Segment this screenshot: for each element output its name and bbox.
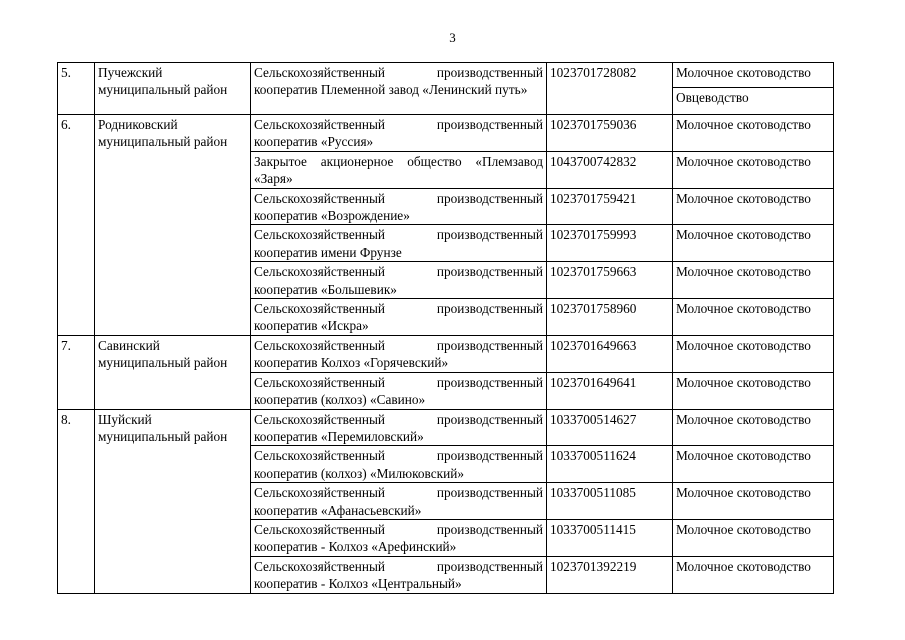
- ogrn-cell: 1023701649663: [547, 335, 673, 372]
- organization-cell: Сельскохозяйственный производственный кооператив «Афанасьевский»: [251, 483, 547, 520]
- table-row: [58, 115, 834, 152]
- organization-cell: Сельскохозяйственный производственный кооператив - Колхоз «Центральный»: [251, 556, 547, 593]
- ogrn-cell: 1023701649641: [547, 372, 673, 409]
- ogrn-cell: 1023701759036: [547, 115, 673, 152]
- row-number: 7.: [58, 335, 95, 409]
- ogrn-cell: 1023701759993: [547, 225, 673, 262]
- organization-cell: Сельскохозяйственный производственный кооператив «Руссия»: [251, 115, 547, 152]
- ogrn-cell: 1023701759421: [547, 188, 673, 225]
- activity-cell: Молочное скотоводство: [673, 446, 834, 483]
- table-row: [58, 335, 834, 372]
- activity-cell: Молочное скотоводство: [673, 115, 834, 152]
- organization-cell: Сельскохозяйственный производственный кооператив имени Фрунзе: [251, 225, 547, 262]
- district-cell: Савинский муниципальный район: [95, 335, 251, 409]
- ogrn-cell: 1033700511085: [547, 483, 673, 520]
- ogrn-cell: 1023701759663: [547, 262, 673, 299]
- organization-cell: Сельскохозяйственный производственный кооператив «Большевик»: [251, 262, 547, 299]
- row-number: 6.: [58, 115, 95, 336]
- district-cell: Пучежский муниципальный район: [95, 63, 251, 115]
- district-cell: Родниковский муниципальный район: [95, 115, 251, 336]
- ogrn-cell: 1023701392219: [547, 556, 673, 593]
- row-number: 8.: [58, 409, 95, 593]
- organization-cell: Сельскохозяйственный производственный кооператив «Возрождение»: [251, 188, 547, 225]
- ogrn-cell: 1023701728082: [547, 63, 673, 115]
- organization-cell: Сельскохозяйственный производственный кооператив (колхоз) «Милюковский»: [251, 446, 547, 483]
- organization-cell: Сельскохозяйственный производственный кооператив Колхоз «Горячевский»: [251, 335, 547, 372]
- organization-cell: Сельскохозяйственный производственный кооператив - Колхоз «Арефинский»: [251, 519, 547, 556]
- activity-cell: Молочное скотоводство: [673, 299, 834, 336]
- organization-cell: Закрытое акционерное общество «Племзавод «Заря»: [251, 151, 547, 188]
- activity-cell: Молочное скотоводство: [673, 151, 834, 188]
- activity-cell: Молочное скотоводство: [673, 225, 834, 262]
- page-number: 3: [449, 30, 456, 45]
- activity-cell: Молочное скотоводство: [673, 483, 834, 520]
- table-row: [58, 63, 834, 88]
- ogrn-cell: 1043700742832: [547, 151, 673, 188]
- activity-cell: Молочное скотоводство: [673, 63, 834, 88]
- table-row: [58, 409, 834, 446]
- ogrn-cell: 1033700511624: [547, 446, 673, 483]
- activity-cell: Молочное скотоводство: [673, 409, 834, 446]
- activity-cell: Овцеводство: [673, 88, 834, 115]
- organization-cell: Сельскохозяйственный производственный кооператив «Искра»: [251, 299, 547, 336]
- row-number: 5.: [58, 63, 95, 115]
- registry-table: [57, 62, 834, 594]
- activity-cell: Молочное скотоводство: [673, 335, 834, 372]
- ogrn-cell: 1033700514627: [547, 409, 673, 446]
- activity-cell: Молочное скотоводство: [673, 262, 834, 299]
- organization-cell: Сельскохозяйственный производственный кооператив «Перемиловский»: [251, 409, 547, 446]
- activity-cell: Молочное скотоводство: [673, 188, 834, 225]
- activity-cell: Молочное скотоводство: [673, 519, 834, 556]
- ogrn-cell: 1023701758960: [547, 299, 673, 336]
- activity-cell: Молочное скотоводство: [673, 556, 834, 593]
- organization-cell: Сельскохозяйственный производственный кооператив (колхоз) «Савино»: [251, 372, 547, 409]
- district-cell: Шуйский муниципальный район: [95, 409, 251, 593]
- ogrn-cell: 1033700511415: [547, 519, 673, 556]
- organization-cell: Сельскохозяйственный производственный кооператив Племенной завод «Ленинский путь»: [251, 63, 547, 115]
- activity-cell: Молочное скотоводство: [673, 372, 834, 409]
